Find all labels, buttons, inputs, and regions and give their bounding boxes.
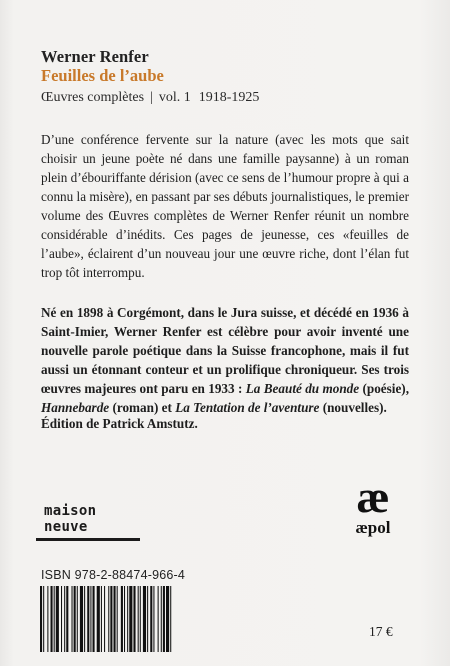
aepol-logo xyxy=(338,471,408,538)
maison-neuve-text: maison neuve xyxy=(44,503,97,535)
price-tag: 17 € xyxy=(369,624,393,639)
series-years: 1918-1925 xyxy=(198,90,260,105)
author-name: Werner Renfer xyxy=(41,47,149,66)
work-note-2: (roman) et xyxy=(109,400,176,415)
description-paragraph: D’une conférence fervente sur la nature (avec les mots que sait choisir un jeune poète né dans une famille paysanne) à un roman plein d’ébouriffante dérision (avec ce sens de l’humour propre à qui a connu la misère), en passant par ses débuts journalistiques, le premier volume des Œuvres complètes de Werner Renfer réunit un nombre considérable d’inédits. Ces pages de jeunesse, ces «feuilles de l’aube», éclairent d’un nouveau jour une œuvre riche, dont l’élan fut trop tôt interrompu. xyxy=(41,132,409,280)
aepol-name: æpol xyxy=(355,518,391,537)
edition-credit: Édition de Patrick Amstutz. xyxy=(41,416,198,431)
isbn-text: ISBN 978-2-88474-966-4 xyxy=(41,568,186,582)
series-separator: | xyxy=(150,90,153,105)
series-volume: vol. 1 xyxy=(158,90,191,105)
work-title-2: Hannebarde xyxy=(41,400,110,415)
maison-neuve-logo xyxy=(36,503,146,542)
series-collection: Œuvres complètes xyxy=(41,90,145,105)
work-title-1: La Beauté du monde xyxy=(245,381,360,396)
maison-neuve-rule xyxy=(36,537,140,542)
book-title: Feuilles de l’aube xyxy=(41,66,164,85)
biography-paragraph xyxy=(41,303,409,417)
barcode-icon xyxy=(40,586,256,652)
biography-text: Né en 1898 à Corgémont, dans le Jura suisse, et décédé en 1936 à Saint-Imier, Werner Renfer est célèbre pour avoir inventé une nouvelle parole poétique dans la Suisse francophone, mais il fut aussi un étonnant conteur et un prolifique chroniqueur. Ses trois œuvres majeures ont paru en 1933 : xyxy=(41,305,409,396)
ae-ligature-icon: æ xyxy=(356,471,390,522)
work-note-1: (poésie), xyxy=(359,381,409,396)
series-line xyxy=(41,90,259,106)
work-note-3: (nouvelles). xyxy=(319,400,387,415)
work-title-3: La Tentation de l’aventure xyxy=(175,400,320,415)
